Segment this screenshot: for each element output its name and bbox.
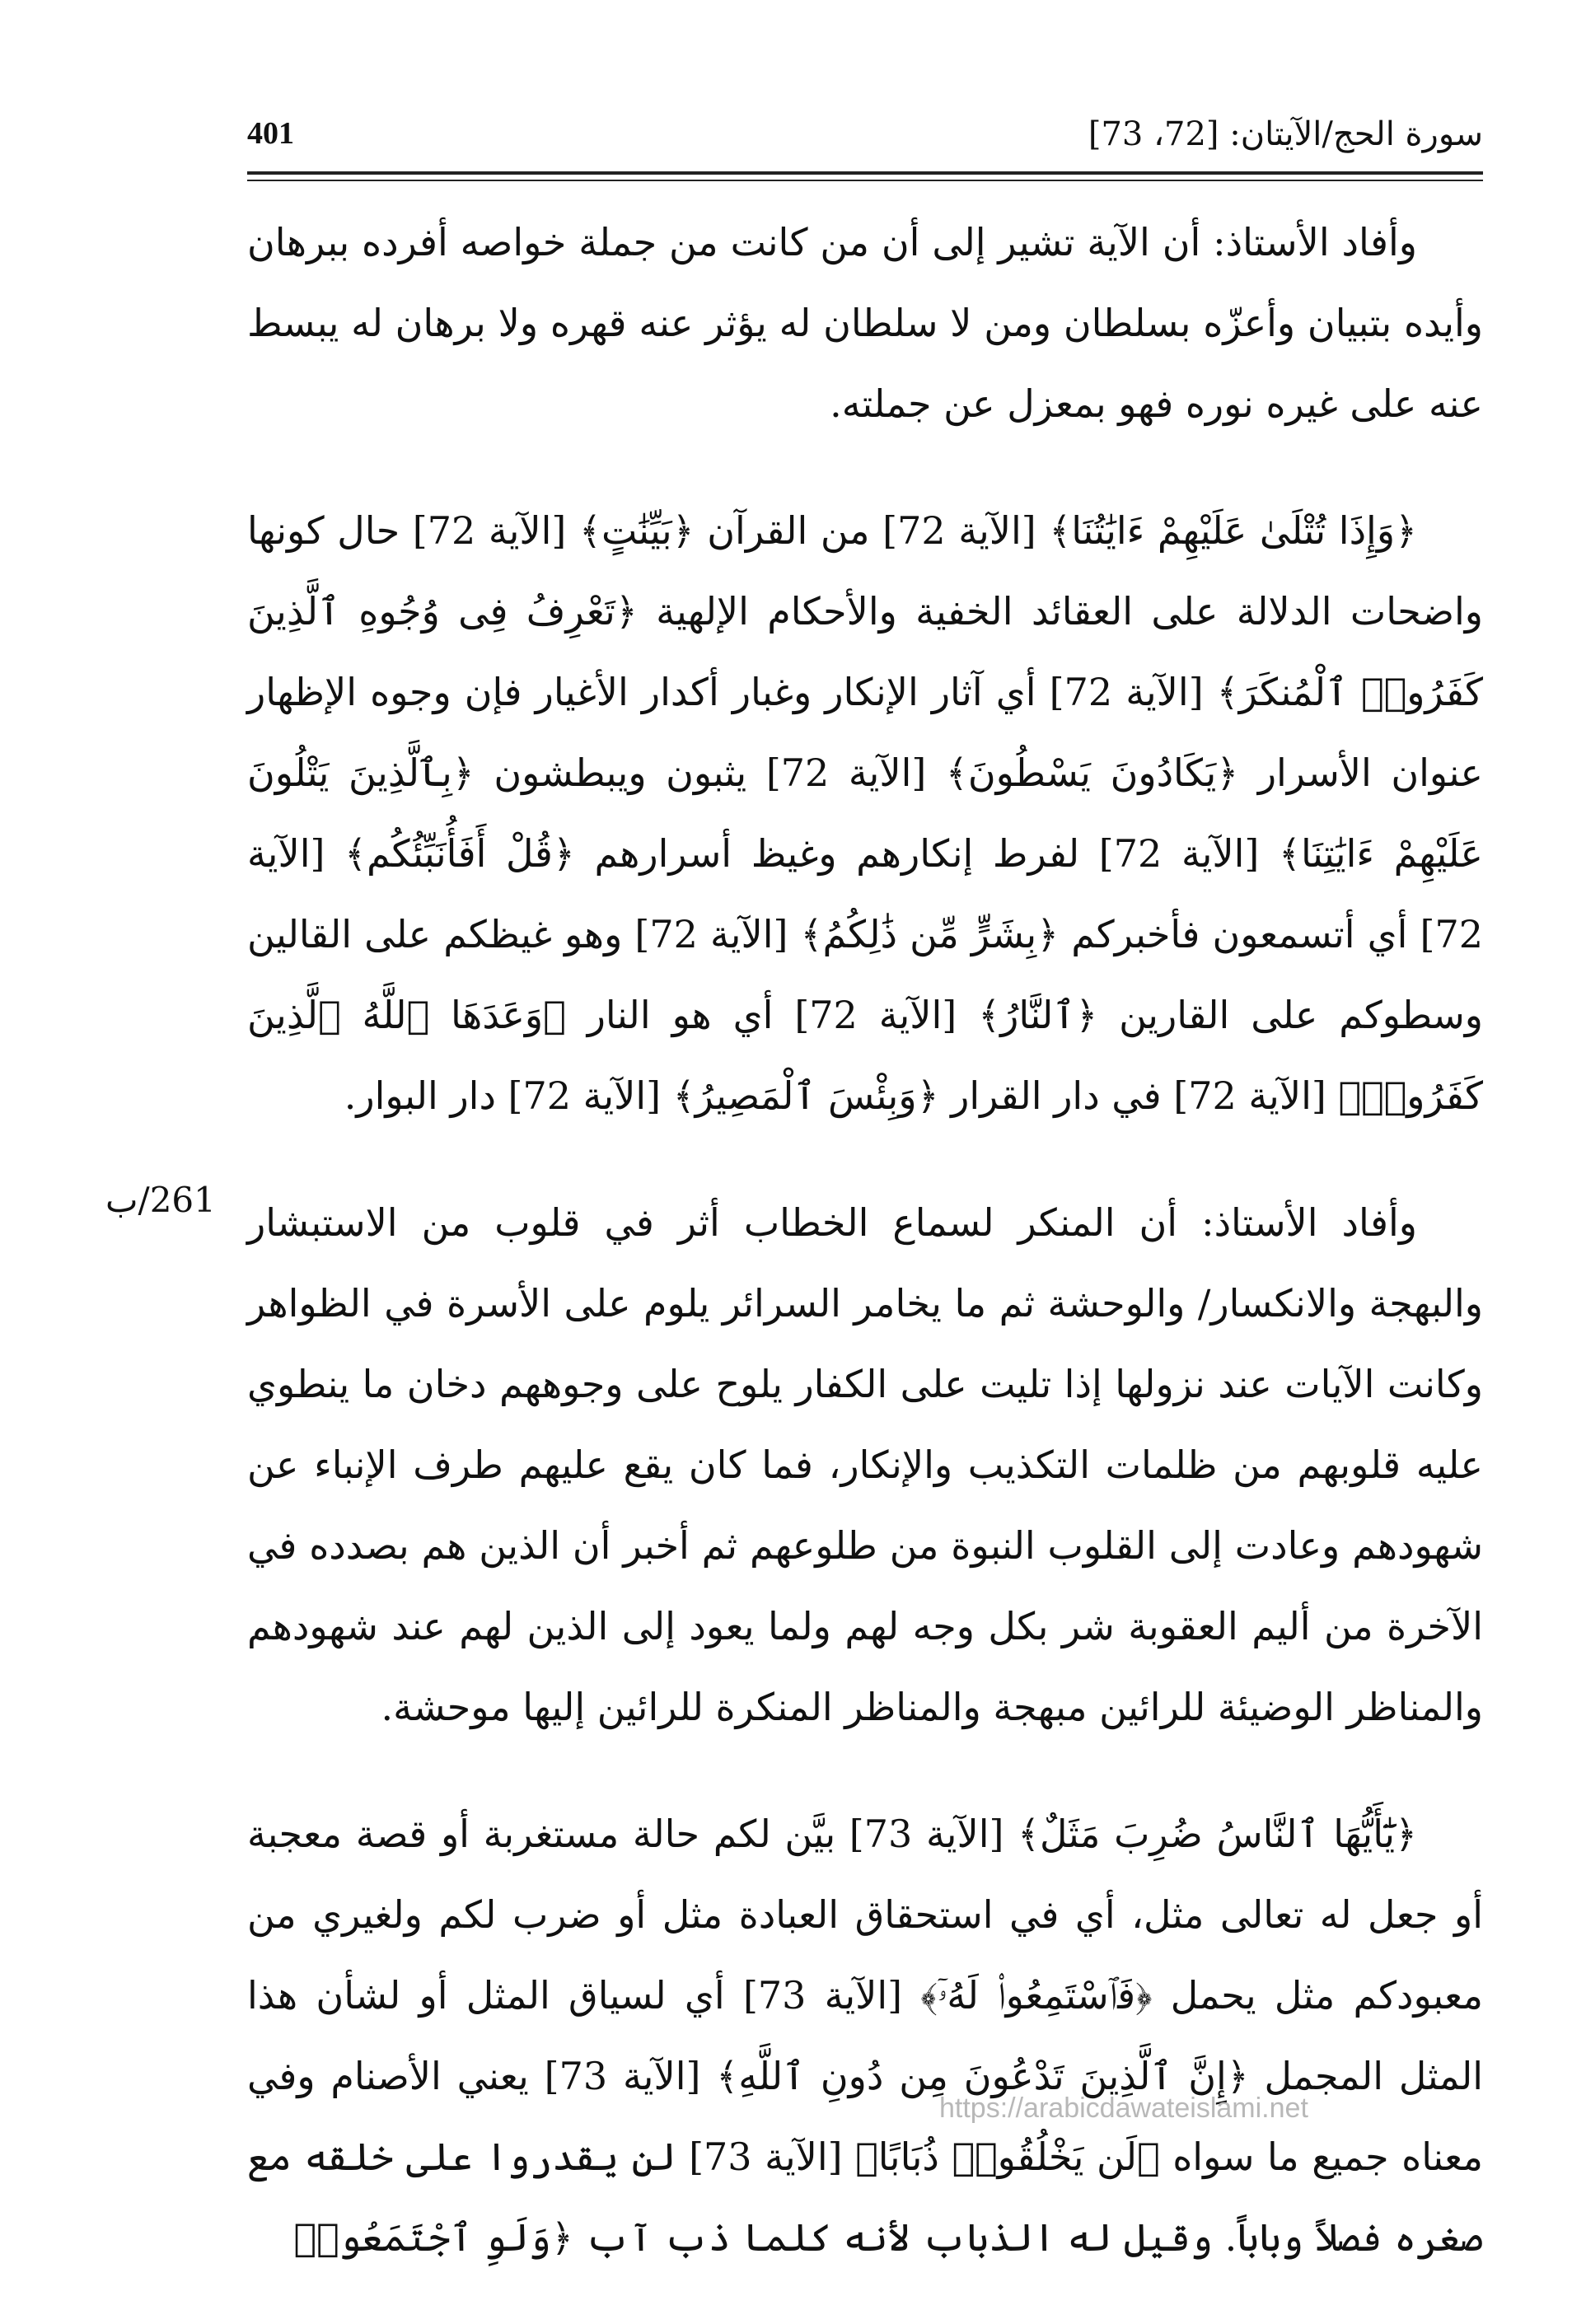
- header-rule-thick: [247, 171, 1483, 175]
- watermark-url: https://arabicdawateislami.net: [939, 2093, 1308, 2124]
- paragraph-1: وأفاد الأستاذ: أن الآية تشير إلى أن من كانت من جملة خواصه أفرده ببرهان وأيده بتبيان وأعزّه بسلطان ومن لا سلطان له يؤثر عنه قهره ولا برهان له يبسط عنه على غيره نوره فهو بمعزل عن جملته.: [247, 220, 1483, 426]
- body-text: [247, 202, 1483, 2324]
- page-header: [247, 115, 1483, 165]
- paragraph-3: وأفاد الأستاذ: أن المنكر لسماع الخطاب أثر في قلوب من الاستبشار والبهجة والانكسار/ والوحشة ثم ما يخامر السرائر يلوم على الأسرة في الظواهر وكانت الآيات عند نزولها إذا تليت على الكفار يلوح على وجوههم دخان ما ينطوي عليه قلوبهم من ظلمات التكذيب والإنكار، فما كان يقع عليهم طرف الإنباء عن شهودهم وعادت إلى القلوب النبوة من طلوعهم ثم أخبر أن الذين هم بصدده في الآخرة من أليم العقوبة شر بكل وجه لهم ولما يعود إلى الذين لهم عند شهودهم والمناظر الوضيئة للرائين مبهجة والمناظر المنكرة للرائين إليها موحشة.: [247, 1200, 1483, 1729]
- running-head: سورة الحج/الآيتان: [72، 73]: [1088, 115, 1483, 153]
- header-rule-thin: [247, 180, 1483, 181]
- paragraph-2: ﴿وَإِذَا تُتْلَىٰ عَلَيْهِمْ ءَايَٰتُنَا﴾ [الآية 72] من القرآن ﴿بَيِّنَٰتٍ﴾ [الآية 72] حال كونها واضحات الدلالة على العقائد الخفية والأحكام الإلهية ﴿تَعْرِفُ فِى وُجُوهِ ٱلَّذِينَ كَفَرُوا۟ ٱلْمُنكَرَ﴾ [الآية 72] أي آثار الإنكار وغبار أكدار الأغيار فإن وجوه الإظهار عنوان الأسرار ﴿يَكَادُونَ يَسْطُونَ﴾ [الآية 72] يثبون ويبطشون ﴿بِٱلَّذِينَ يَتْلُونَ عَلَيْهِمْ ءَايَٰتِنَا﴾ [الآية 72] لفرط إنكارهم وغيظ أسرارهم ﴿قُلْ أَفَأُنَبِّئُكُم﴾ [الآية 72] أي أتسمعون فأخبركم ﴿بِشَرٍّ مِّن ذَٰلِكُمُ﴾ [الآية 72] وهو غيظكم على القالين وسطوكم على القارين ﴿ٱلنَّارُ﴾ [الآية 72] أي هو النار ﴿وَعَدَهَا ٱللَّهُ ٱلَّذِينَ كَفَرُوا۟﴾ [الآية 72] في دار القرار ﴿وَبِئْسَ ٱلْمَصِيرُ﴾ [الآية 72] دار البوار.: [247, 508, 1484, 1118]
- paragraph-4: ﴿يَٰٓأَيُّهَا ٱلنَّاسُ ضُرِبَ مَثَلٌ﴾ [الآية 73] بيَّن لكم حالة مستغربة أو قصة معجبة أو جعل له تعالى مثل، أي في استحقاق العبادة مثل أو ضرب لكم ولغيري من معبودكم مثل يحمل ﴿فَٱسْتَمِعُوا۟ لَهُۥٓ﴾ [الآية 73] أي لسياق المثل أو لشأن هذا المثل المجمل ﴿إِنَّ ٱلَّذِينَ تَدْعُونَ مِن دُونِ ٱللَّهِ﴾ [الآية 73] يعني الأصنام وفي معناه جميع ما سواه ﴿لَن يَخْلُقُوا۟ ذُبَابًا﴾ [الآية 73] لن يقدروا على خلقه مع صغره فصلاً وباباً. وقيل له الذباب لأنه كلما ذب آب ﴿وَلَوِ ٱجْتَمَعُوا۟: [247, 1812, 1483, 2260]
- folio-margin-note: 261/ب: [105, 1180, 216, 1220]
- page-number: 401: [247, 116, 294, 151]
